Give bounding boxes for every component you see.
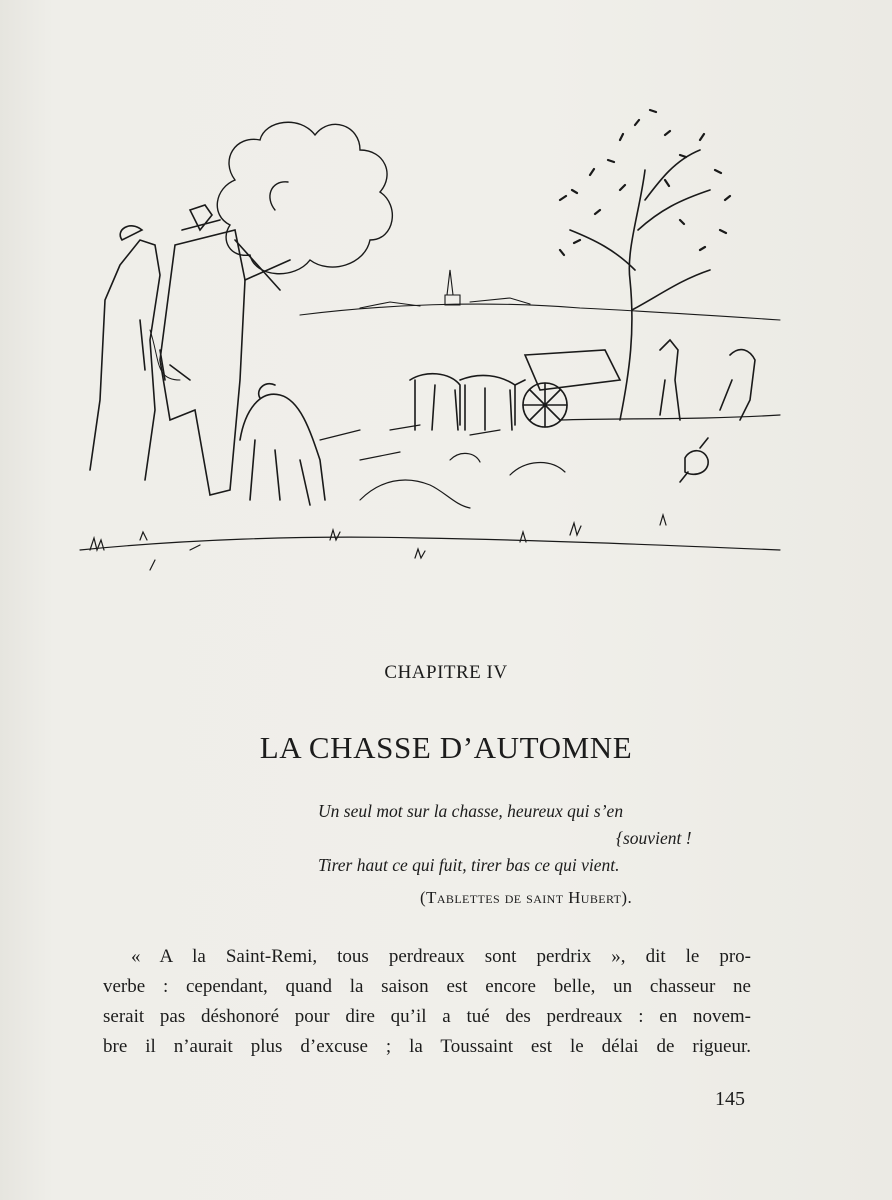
epigraph	[318, 798, 758, 879]
cart-and-horses-icon	[410, 350, 620, 430]
ground-icon	[80, 415, 780, 570]
chapter-label: CHAPITRE IV	[384, 662, 508, 683]
chapter-title: LA CHASSE D’AUTOMNE	[259, 730, 633, 765]
smoke-cloud-icon	[217, 122, 392, 273]
epigraph-line-continuation: {souvient !	[616, 828, 692, 848]
dog-icon	[240, 384, 325, 505]
body-line: « A la Saint-Remi, tous perdreaux sont perdrix », dit le pro-	[131, 946, 751, 967]
rabbit-icon	[680, 438, 708, 482]
village-horizon-icon	[300, 270, 780, 320]
body-line: verbe : cependant, quand la saison est encore belle, un chasseur ne	[103, 976, 751, 997]
body-line: bre il n’aurait plus d’excuse ; la Toussaint est le délai de rigueur.	[103, 1036, 751, 1057]
epigraph-line: Un seul mot sur la chasse, heureux qui s’en	[318, 801, 624, 821]
body-line: serait pas déshonoré pour dire qu’il a tué des perdreaux : en novem-	[103, 1006, 751, 1027]
body-paragraph	[103, 942, 751, 1062]
epigraph-source: (Tablettes de saint Hubert).	[420, 888, 633, 907]
tree-icon	[560, 110, 730, 420]
page-number: 145	[715, 1088, 745, 1110]
distant-figures-icon	[660, 340, 755, 420]
epigraph-line: Tirer haut ce qui fuit, tirer bas ce qui vient.	[318, 855, 620, 875]
hunting-scene-illustration	[60, 80, 800, 580]
hunters-icon	[90, 205, 290, 495]
